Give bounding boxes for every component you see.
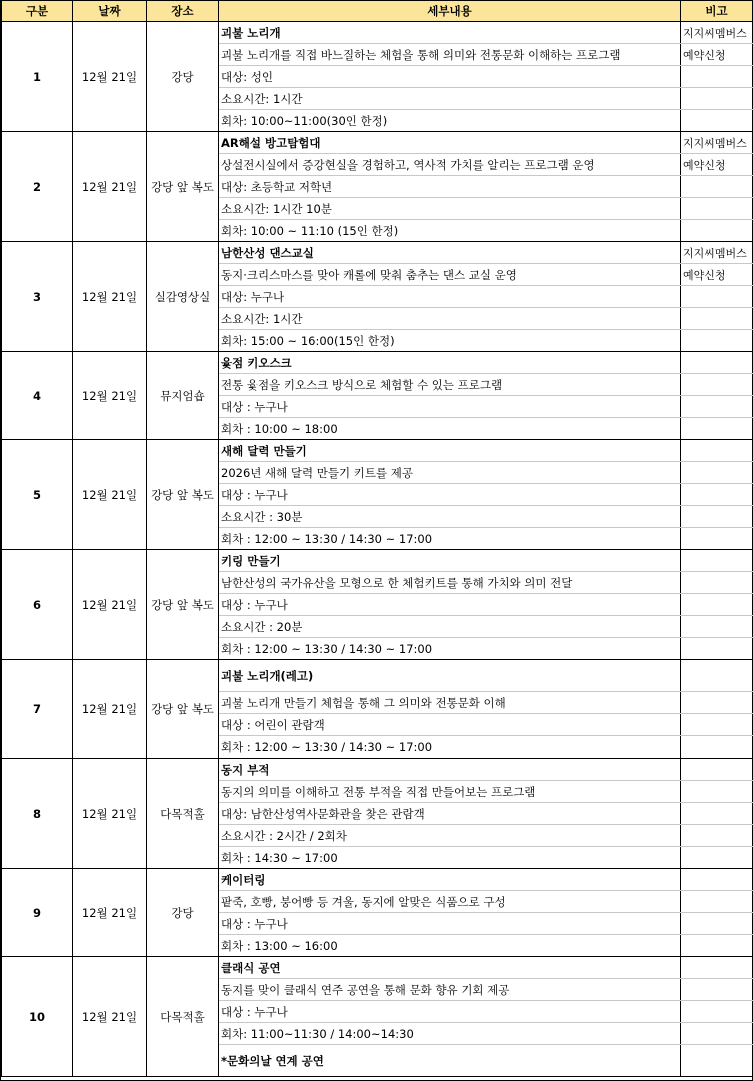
note-cell: [681, 869, 753, 891]
note-cell: [681, 110, 753, 132]
detail-line: 대상: 성인: [219, 66, 681, 88]
table-row: [2, 759, 753, 781]
note-cell: [681, 638, 753, 660]
detail-line: 팥죽, 호빵, 붕어빵 등 겨울, 동지에 알맞은 식품으로 구성: [219, 891, 681, 913]
row-place: 다목적홀: [147, 759, 219, 869]
table-row: [2, 660, 753, 692]
detail-line: 회차 : 12:00 ~ 13:30 / 14:30 ~ 17:00: [219, 638, 681, 660]
detail-line: 회차: 10:00 ~ 11:10 (15인 한정): [219, 220, 681, 242]
note-cell: [681, 759, 753, 781]
note-cell: 예약신청: [681, 44, 753, 66]
program-title: 괴불 노리개(레고): [219, 660, 681, 692]
detail-line: 회차 : 12:00 ~ 13:30 / 14:30 ~ 17:00: [219, 528, 681, 550]
row-number: 2: [2, 132, 73, 242]
row-place: 뮤지엄숍: [147, 352, 219, 440]
note-cell: [681, 594, 753, 616]
note-cell: [681, 88, 753, 110]
note-cell: [681, 803, 753, 825]
note-cell: [681, 286, 753, 308]
header-category: 구분: [2, 1, 73, 22]
note-cell: [681, 979, 753, 1001]
row-date: 12월 21일: [73, 22, 147, 132]
row-date: 12월 21일: [73, 550, 147, 660]
detail-line: 대상 : 누구나: [219, 594, 681, 616]
note-cell: [681, 714, 753, 736]
note-cell: [681, 1001, 753, 1023]
row-number: 1: [2, 22, 73, 132]
detail-line: 대상 : 누구나: [219, 396, 681, 418]
table-row: [2, 440, 753, 462]
detail-line: 대상: 누구나: [219, 286, 681, 308]
row-number: 7: [2, 660, 73, 759]
program-title: 새해 달력 만들기: [219, 440, 681, 462]
detail-line: 괴불 노리개를 직접 바느질하는 체험을 통해 의미와 전통문화 이해하는 프로그램: [219, 44, 681, 66]
note-cell: [681, 462, 753, 484]
schedule-table: [1, 1, 753, 1077]
detail-line: 전통 윷점을 키오스크 방식으로 체험할 수 있는 프로그램: [219, 374, 681, 396]
note-cell: [681, 660, 753, 692]
detail-line: 회차 : 13:00 ~ 16:00: [219, 935, 681, 957]
row-date: 12월 21일: [73, 242, 147, 352]
note-cell: 지지씨멤버스: [681, 242, 753, 264]
header-place: 장소: [147, 1, 219, 22]
note-cell: [681, 330, 753, 352]
row-number: 10: [2, 957, 73, 1077]
table-row: [2, 242, 753, 264]
header-date: 날짜: [73, 1, 147, 22]
note-cell: [681, 891, 753, 913]
detail-line: 소요시간: 1시간: [219, 308, 681, 330]
row-number: 5: [2, 440, 73, 550]
detail-line: 회차: 11:00~11:30 / 14:00~14:30: [219, 1023, 681, 1045]
note-cell: [681, 176, 753, 198]
row-number: 8: [2, 759, 73, 869]
note-cell: [681, 352, 753, 374]
note-cell: 예약신청: [681, 264, 753, 286]
program-title: 동지 부적: [219, 759, 681, 781]
detail-line: 소요시간: 1시간: [219, 88, 681, 110]
program-title: 윷점 키오스크: [219, 352, 681, 374]
detail-line: 남한산성의 국가유산을 모형으로 한 체험키트를 통해 가치와 의미 전달: [219, 572, 681, 594]
detail-line: 회차 : 12:00 ~ 13:30 / 14:30 ~ 17:00: [219, 736, 681, 759]
program-title: 키링 만들기: [219, 550, 681, 572]
row-date: 12월 21일: [73, 352, 147, 440]
row-place: 강당 앞 복도: [147, 550, 219, 660]
row-number: 4: [2, 352, 73, 440]
detail-line: 동지의 의미를 이해하고 전통 부적을 직접 만들어보는 프로그램: [219, 781, 681, 803]
row-number: 6: [2, 550, 73, 660]
program-title: 남한산성 댄스교실: [219, 242, 681, 264]
detail-line: *문화의날 연계 공연: [219, 1045, 681, 1077]
detail-line: 대상 : 누구나: [219, 1001, 681, 1023]
program-title: AR해설 방고탐험대: [219, 132, 681, 154]
header-row: [2, 1, 753, 22]
row-date: 12월 21일: [73, 869, 147, 957]
note-cell: [681, 418, 753, 440]
detail-line: 동지·크리스마스를 맞아 캐롤에 맞춰 춤추는 댄스 교실 운영: [219, 264, 681, 286]
row-place: 강당 앞 복도: [147, 132, 219, 242]
detail-line: 동지를 맞이 클래식 연주 공연을 통해 문화 향유 기회 제공: [219, 979, 681, 1001]
detail-line: 회차: 10:00~11:00(30인 한정): [219, 110, 681, 132]
note-cell: 지지씨멤버스: [681, 22, 753, 44]
note-cell: [681, 847, 753, 869]
table-row: [2, 957, 753, 979]
note-cell: [681, 396, 753, 418]
program-title: 케이터링: [219, 869, 681, 891]
schedule-body: [2, 22, 753, 1077]
detail-line: 대상: 초등학교 저학년: [219, 176, 681, 198]
detail-line: 회차 : 10:00 ~ 18:00: [219, 418, 681, 440]
note-cell: [681, 825, 753, 847]
row-date: 12월 21일: [73, 759, 147, 869]
detail-line: 회차: 15:00 ~ 16:00(15인 한정): [219, 330, 681, 352]
detail-line: 소요시간 : 30분: [219, 506, 681, 528]
note-cell: [681, 220, 753, 242]
detail-line: 대상 : 누구나: [219, 484, 681, 506]
row-number: 3: [2, 242, 73, 352]
note-cell: [681, 935, 753, 957]
header-details: 세부내용: [219, 1, 681, 22]
row-date: 12월 21일: [73, 660, 147, 759]
row-number: 9: [2, 869, 73, 957]
note-cell: [681, 616, 753, 638]
note-cell: [681, 308, 753, 330]
note-cell: [681, 374, 753, 396]
detail-line: 소요시간: 1시간 10분: [219, 198, 681, 220]
note-cell: [681, 957, 753, 979]
note-cell: 지지씨멤버스: [681, 132, 753, 154]
note-cell: [681, 1023, 753, 1045]
detail-line: 상설전시실에서 증강현실을 경험하고, 역사적 가치를 알리는 프로그램 운영: [219, 154, 681, 176]
note-cell: [681, 692, 753, 714]
note-cell: [681, 198, 753, 220]
row-place: 다목적홀: [147, 957, 219, 1077]
table-row: [2, 869, 753, 891]
header-note: 비고: [681, 1, 753, 22]
row-place: 강당 앞 복도: [147, 660, 219, 759]
note-cell: [681, 1045, 753, 1077]
detail-line: 소요시간 : 20분: [219, 616, 681, 638]
detail-line: 2026년 새해 달력 만들기 키트를 제공: [219, 462, 681, 484]
note-cell: [681, 440, 753, 462]
note-cell: [681, 484, 753, 506]
note-cell: [681, 736, 753, 759]
detail-line: 괴불 노리개 만들기 체험을 통해 그 의미와 전통문화 이해: [219, 692, 681, 714]
note-cell: 예약신청: [681, 154, 753, 176]
detail-line: 대상 : 누구나: [219, 913, 681, 935]
table-row: [2, 550, 753, 572]
detail-line: 회차 : 14:30 ~ 17:00: [219, 847, 681, 869]
program-title: 클래식 공연: [219, 957, 681, 979]
row-place: 강당 앞 복도: [147, 440, 219, 550]
note-cell: [681, 506, 753, 528]
note-cell: [681, 913, 753, 935]
program-title: 괴불 노리개: [219, 22, 681, 44]
detail-line: 대상: 남한산성역사문화관을 찾은 관람객: [219, 803, 681, 825]
row-place: 강당: [147, 869, 219, 957]
table-row: [2, 352, 753, 374]
note-cell: [681, 66, 753, 88]
note-cell: [681, 572, 753, 594]
table-row: [2, 132, 753, 154]
row-date: 12월 21일: [73, 132, 147, 242]
row-place: 강당: [147, 22, 219, 132]
row-date: 12월 21일: [73, 957, 147, 1077]
detail-line: 소요시간 : 2시간 / 2회차: [219, 825, 681, 847]
note-cell: [681, 781, 753, 803]
row-place: 실감영상실: [147, 242, 219, 352]
detail-line: 대상 : 어린이 관람객: [219, 714, 681, 736]
table-row: [2, 22, 753, 44]
note-cell: [681, 528, 753, 550]
row-date: 12월 21일: [73, 440, 147, 550]
note-cell: [681, 550, 753, 572]
